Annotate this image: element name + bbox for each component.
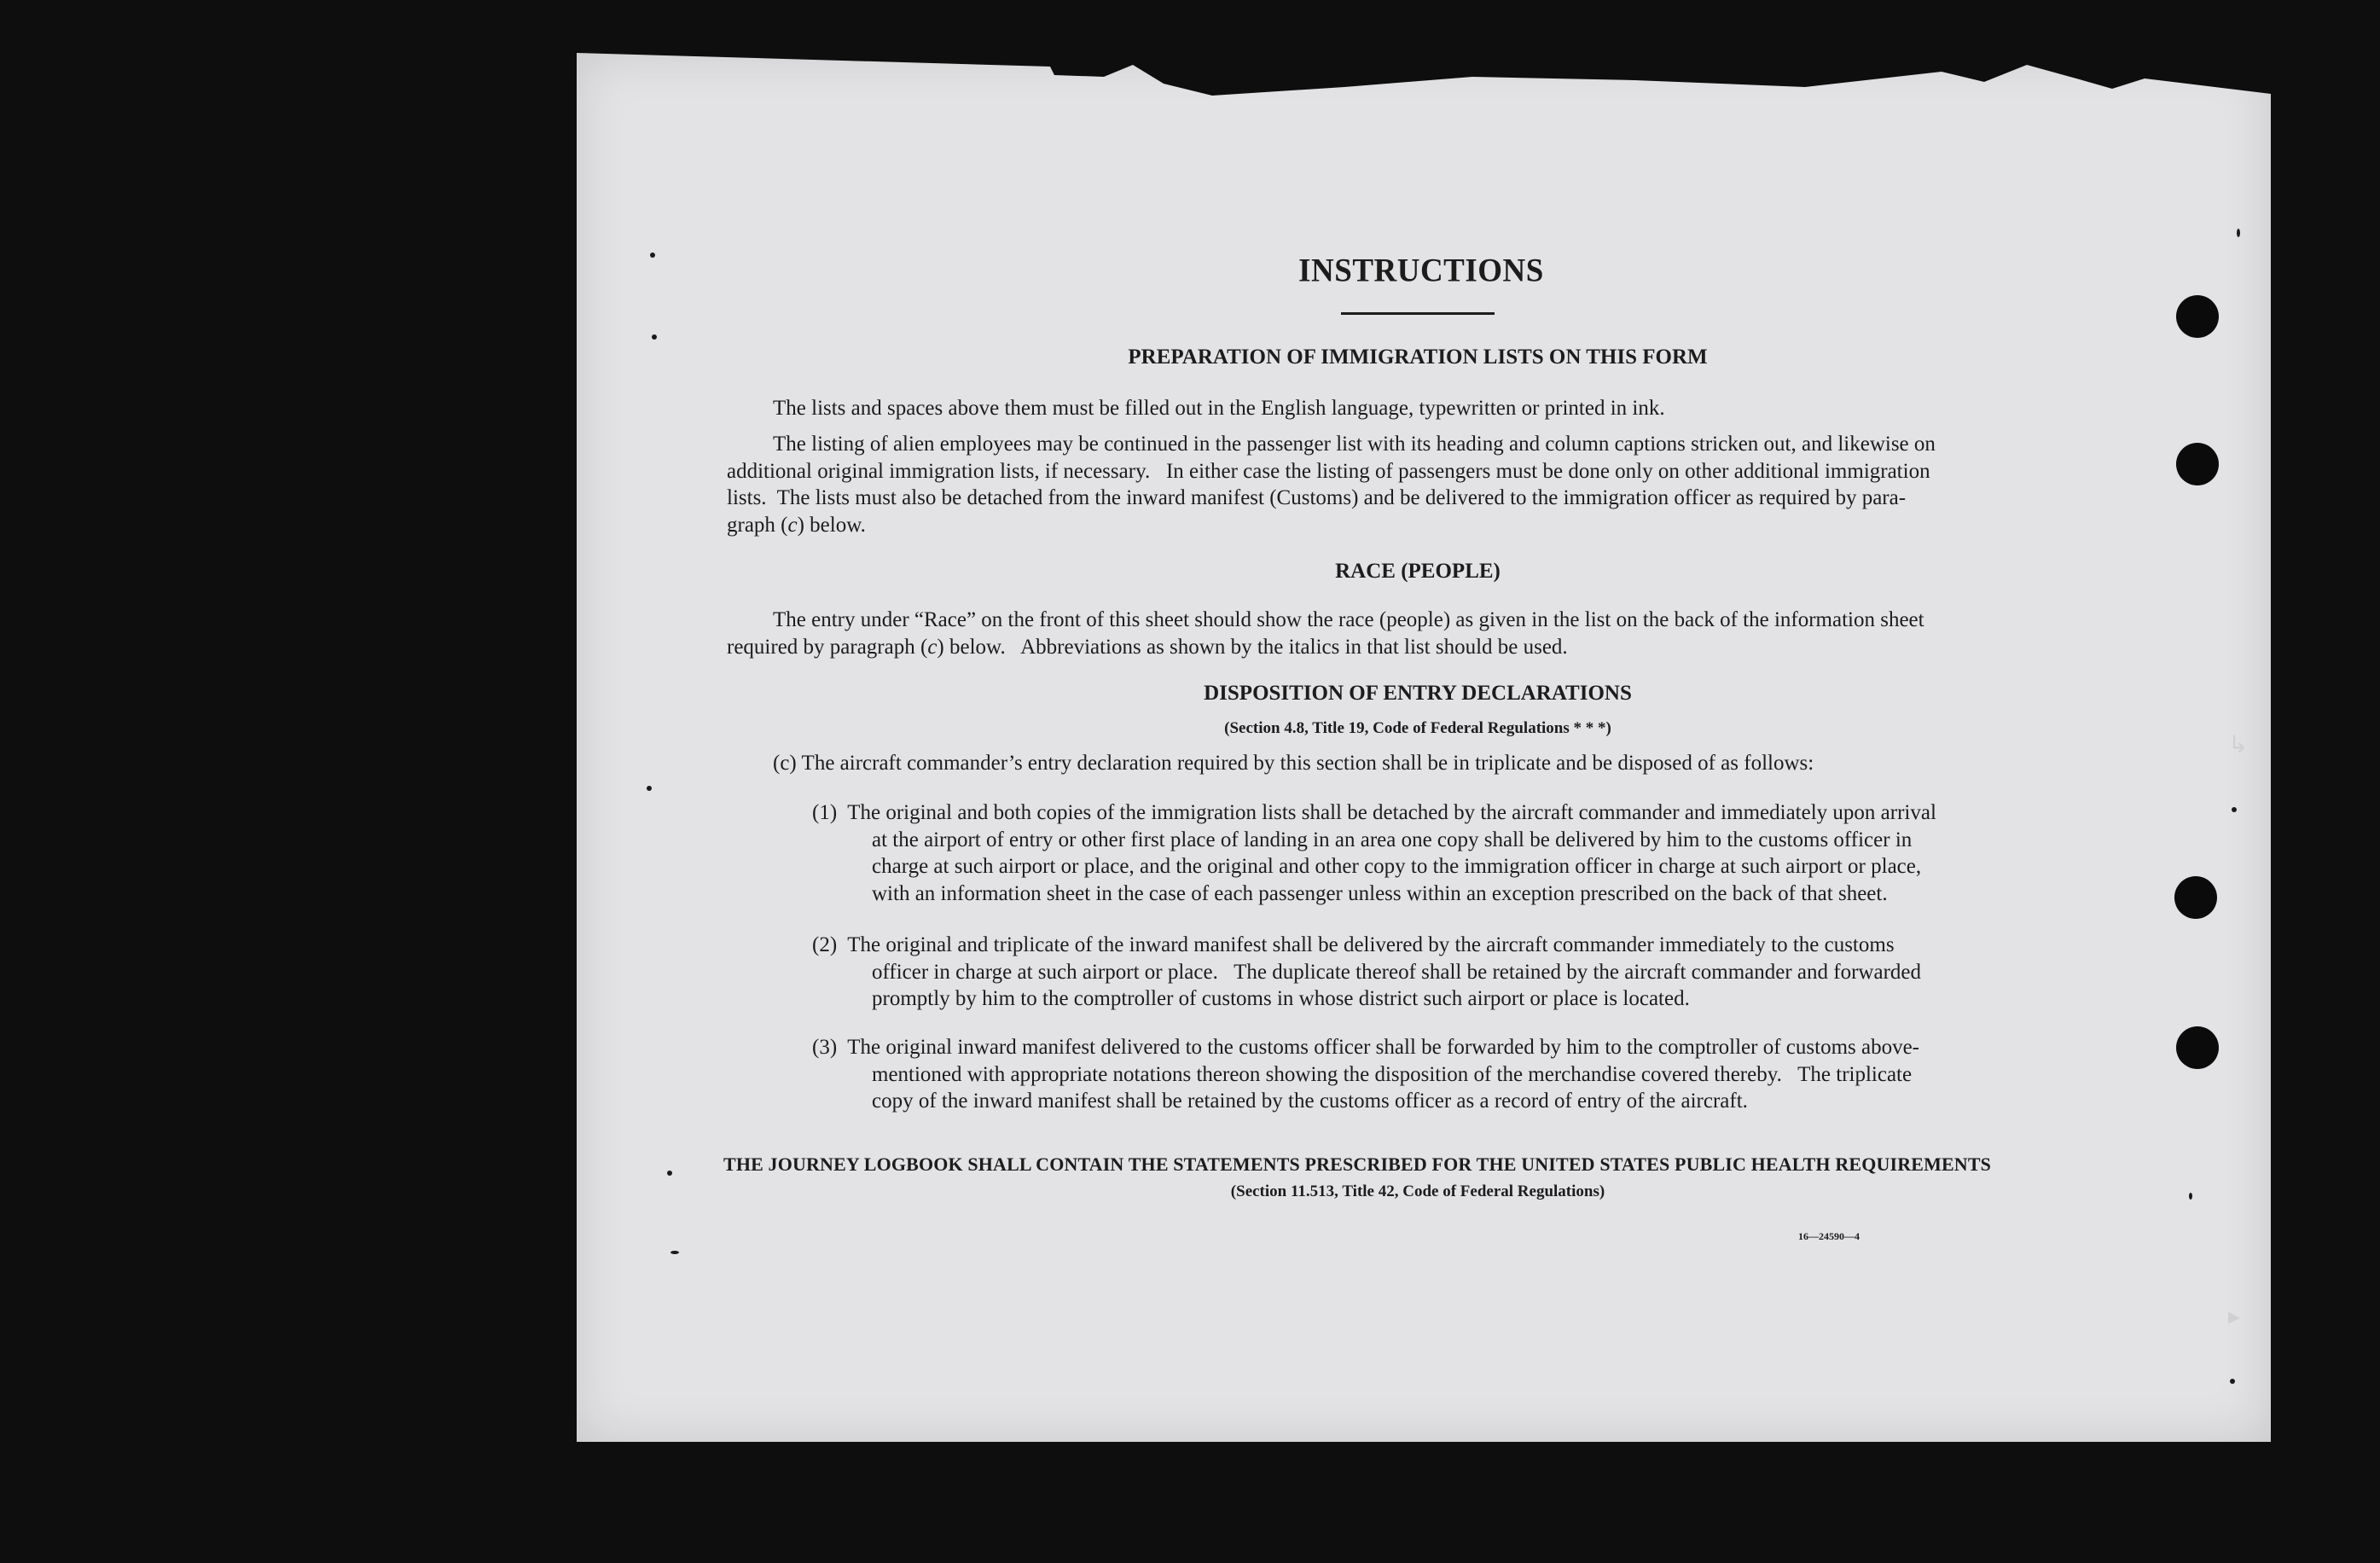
- paragraph-alien-employees: [727, 431, 2109, 538]
- footer-reference: (Section 11.513, Title 42, Code of Federal Regulations): [1230, 1182, 1605, 1200]
- paragraph-english-language: [727, 395, 2109, 422]
- paragraph-line: charge at such airport or place, and the original and other copy to the immigration officer in charge at such airport or place,: [872, 855, 1922, 878]
- scan-speck: [2189, 1193, 2192, 1200]
- paragraph-line: lists. The lists must also be detached from the inward manifest (Customs) and be delivered to the immigration officer as required by para-: [727, 486, 1907, 509]
- paragraph-line: additional original immigration lists, if necessary. In either case the listing of passengers must be done only on other additional immigration: [727, 459, 1930, 483]
- scan-speck: [667, 1171, 672, 1176]
- punch-hole: [2176, 443, 2219, 485]
- title-underline: [1341, 312, 1495, 315]
- paragraph-text: The lists and spaces above them must be filled out in the English language, typewritten or printed in ink.: [773, 397, 1665, 420]
- scan-speck: [2232, 807, 2237, 812]
- scan-speck: [652, 334, 657, 340]
- punch-hole: [2176, 295, 2219, 338]
- paragraph-line: The entry under “Race” on the front of this sheet should show the race (people) as given in the list on the back of the information sheet: [773, 608, 1924, 631]
- paragraph-line: mentioned with appropriate notations thereon showing the disposition of the merchandise covered thereby. The triplicate: [872, 1062, 1913, 1086]
- paragraph-line: graph (c) below.: [727, 513, 866, 537]
- paragraph-line: with an information sheet in the case of each passenger unless within an exception prescribed on the back of that sheet.: [872, 881, 1888, 905]
- edge-mark: ↳: [2228, 730, 2249, 758]
- footer-statement: THE JOURNEY LOGBOOK SHALL CONTAIN THE STATEMENTS PRESCRIBED FOR THE UNITED STATES PUBLIC HEALTH REQUIREMENTS: [723, 1153, 1992, 1175]
- paragraph-line: (2) The original and triplicate of the inward manifest shall be delivered by the aircraft commander immediately to the customs: [812, 933, 1895, 956]
- paragraph-race-entry: [727, 607, 2109, 660]
- section-heading-race: RACE (PEOPLE): [1335, 560, 1501, 583]
- paragraph-c-intro: [727, 750, 2109, 777]
- list-item-1: [812, 799, 2109, 907]
- form-number: 16—24590—4: [1798, 1230, 1860, 1242]
- scan-speck: [670, 1251, 679, 1254]
- list-item-3: [812, 1034, 2109, 1115]
- paragraph-line: required by paragraph (c) below. Abbreviations as shown by the italics in that list should be used.: [727, 635, 1568, 659]
- scan-speck: [650, 253, 655, 258]
- paragraph-line: copy of the inward manifest shall be retained by the customs officer as a record of entry of the aircraft.: [872, 1089, 1748, 1113]
- paragraph-line: officer in charge at such airport or place. The duplicate thereof shall be retained by the aircraft commander and forwarded: [872, 960, 1922, 984]
- paragraph-line: (1) The original and both copies of the immigration lists shall be detached by the aircraft commander and immediately upon arrival: [812, 801, 1936, 824]
- paragraph-line: The listing of alien employees may be continued in the passenger list with its heading and column captions stricken out, and likewise on: [773, 433, 1936, 456]
- punch-hole: [2176, 1026, 2219, 1069]
- paragraph-line: promptly by him to the comptroller of customs in whose district such airport or place is located.: [872, 987, 1690, 1010]
- page-title: INSTRUCTIONS: [1298, 252, 1544, 290]
- scan-speck: [647, 786, 652, 791]
- paragraph-line: (3) The original inward manifest delivered to the customs officer shall be forwarded by him to the comptroller of customs above-: [812, 1036, 1920, 1059]
- paragraph-text: (c) The aircraft commander’s entry declaration required by this section shall be in triplicate and be disposed of as follows:: [773, 752, 1814, 775]
- paragraph-line: at the airport of entry or other first place of landing in an area one copy shall be delivered by him to the customs officer in: [872, 828, 1913, 851]
- punch-hole: [2174, 876, 2217, 919]
- section-heading-disposition: DISPOSITION OF ENTRY DECLARATIONS: [1204, 682, 1632, 705]
- edge-mark: ▸: [2228, 1302, 2241, 1330]
- scan-speck: [2230, 1379, 2235, 1384]
- list-item-2: [812, 932, 2109, 1013]
- section-heading-preparation: PREPARATION OF IMMIGRATION LISTS ON THIS FORM: [1128, 346, 1708, 369]
- scan-speck: [2237, 229, 2240, 237]
- section-reference: (Section 4.8, Title 19, Code of Federal Regulations * * *): [1224, 719, 1611, 737]
